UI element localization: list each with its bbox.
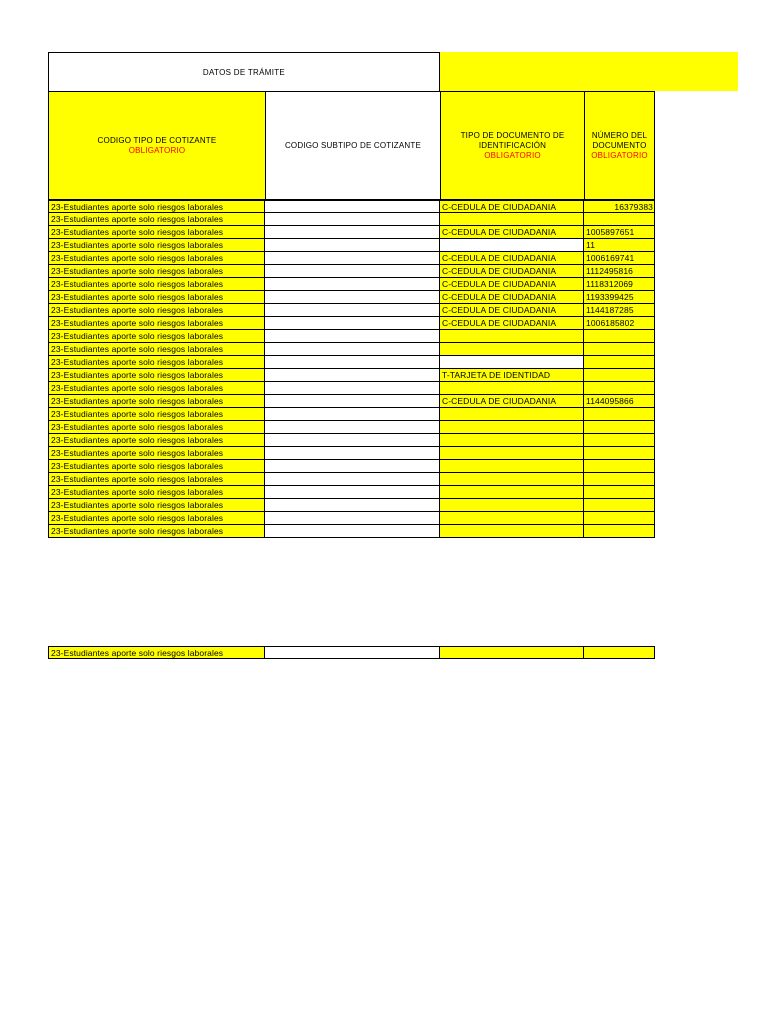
cell-tipo-cotizante[interactable]: 23-Estudiantes aporte solo riesgos laborales — [48, 226, 265, 239]
cell-tipo-documento[interactable] — [440, 239, 584, 252]
table-row — [48, 369, 655, 382]
table-row — [48, 200, 655, 213]
cell-tipo-documento[interactable] — [440, 343, 584, 356]
cell-tipo-cotizante[interactable]: 23-Estudiantes aporte solo riesgos laborales — [48, 200, 265, 213]
cell-numero-documento[interactable]: 1006185802 — [584, 317, 655, 330]
cell-tipo-documento[interactable] — [440, 486, 584, 499]
table-row — [48, 265, 655, 278]
cell-numero-documento[interactable]: 1144095866 — [584, 395, 655, 408]
cell-numero-documento[interactable]: 1118312069 — [584, 278, 655, 291]
cell-tipo-cotizante[interactable]: 23-Estudiantes aporte solo riesgos laborales — [48, 421, 265, 434]
cell-tipo-documento[interactable] — [440, 512, 584, 525]
cell-subtipo-cotizante[interactable] — [265, 512, 440, 525]
cell-tipo-cotizante[interactable]: 23-Estudiantes aporte solo riesgos laborales — [48, 291, 265, 304]
cell-subtipo-cotizante[interactable] — [265, 473, 440, 486]
table-row — [48, 213, 655, 226]
cell-tipo-cotizante[interactable]: 23-Estudiantes aporte solo riesgos laborales — [48, 265, 265, 278]
cell-subtipo-cotizante[interactable] — [265, 447, 440, 460]
cell-tipo-cotizante[interactable]: 23-Estudiantes aporte solo riesgos laborales — [48, 512, 265, 525]
cell-subtipo-cotizante[interactable] — [265, 395, 440, 408]
cell-tipo-cotizante[interactable]: 23-Estudiantes aporte solo riesgos laborales — [48, 239, 265, 252]
table-row — [48, 486, 655, 499]
header-numero-documento-label: NÚMERO DEL DOCUMENTO — [591, 130, 648, 150]
cell-numero-documento[interactable]: 1193399425 — [584, 291, 655, 304]
header-tipo-documento — [440, 91, 585, 200]
table-row — [48, 382, 655, 395]
cell-tipo-cotizante[interactable]: 23-Estudiantes aporte solo riesgos laborales — [48, 343, 265, 356]
cell-numero-documento[interactable] — [584, 330, 655, 343]
cell-numero-documento[interactable]: 11 — [584, 239, 655, 252]
cell-subtipo-cotizante[interactable] — [265, 646, 440, 659]
cell-subtipo-cotizante[interactable] — [265, 278, 440, 291]
cell-numero-documento[interactable] — [584, 447, 655, 460]
cell-numero-documento[interactable] — [584, 382, 655, 395]
table-row — [48, 330, 655, 343]
table-row — [48, 646, 655, 659]
cell-tipo-documento[interactable]: C-CEDULA DE CIUDADANIA — [440, 304, 584, 317]
cell-tipo-cotizante[interactable]: 23-Estudiantes aporte solo riesgos laborales — [48, 646, 265, 659]
cell-tipo-documento[interactable] — [440, 447, 584, 460]
cell-subtipo-cotizante[interactable] — [265, 317, 440, 330]
cell-numero-documento[interactable]: 1144187285 — [584, 304, 655, 317]
cell-tipo-documento[interactable] — [440, 646, 584, 659]
cell-tipo-cotizante[interactable]: 23-Estudiantes aporte solo riesgos laborales — [48, 330, 265, 343]
cell-tipo-documento[interactable] — [440, 408, 584, 421]
table-row — [48, 343, 655, 356]
cell-subtipo-cotizante[interactable] — [265, 304, 440, 317]
cell-tipo-cotizante[interactable]: 23-Estudiantes aporte solo riesgos laborales — [48, 317, 265, 330]
header-tipo-cotizante-required: OBLIGATORIO — [128, 145, 186, 155]
header-tipo-documento-required: OBLIGATORIO — [484, 150, 541, 160]
cell-subtipo-cotizante[interactable] — [265, 356, 440, 369]
cell-numero-documento[interactable] — [584, 343, 655, 356]
cell-subtipo-cotizante[interactable] — [265, 200, 440, 213]
cell-subtipo-cotizante[interactable] — [265, 460, 440, 473]
cell-subtipo-cotizante[interactable] — [265, 330, 440, 343]
header-tipo-cotizante-label: CODIGO TIPO DE COTIZANTE — [97, 135, 217, 145]
cell-subtipo-cotizante[interactable] — [265, 343, 440, 356]
table-row — [48, 356, 655, 369]
cell-tipo-cotizante[interactable]: 23-Estudiantes aporte solo riesgos laborales — [48, 499, 265, 512]
cell-numero-documento[interactable]: 1006169741 — [584, 252, 655, 265]
cell-tipo-documento[interactable]: C-CEDULA DE CIUDADANIA — [440, 252, 584, 265]
cell-numero-documento[interactable] — [584, 421, 655, 434]
cell-numero-documento[interactable]: 16379383 — [584, 200, 655, 213]
table-row — [48, 252, 655, 265]
cell-tipo-cotizante[interactable]: 23-Estudiantes aporte solo riesgos laborales — [48, 434, 265, 447]
cell-tipo-documento[interactable]: C-CEDULA DE CIUDADANIA — [440, 200, 584, 213]
cell-numero-documento[interactable] — [584, 369, 655, 382]
cell-subtipo-cotizante[interactable] — [265, 525, 440, 538]
table-row — [48, 460, 655, 473]
cell-numero-documento[interactable] — [584, 473, 655, 486]
cell-tipo-cotizante[interactable]: 23-Estudiantes aporte solo riesgos laborales — [48, 382, 265, 395]
header-subtipo-cotizante-label: CODIGO SUBTIPO DE COTIZANTE — [284, 140, 422, 150]
cell-numero-documento[interactable] — [584, 408, 655, 421]
cell-tipo-cotizante[interactable]: 23-Estudiantes aporte solo riesgos laborales — [48, 408, 265, 421]
cell-tipo-documento[interactable] — [440, 499, 584, 512]
table-row — [48, 408, 655, 421]
cell-tipo-documento[interactable] — [440, 330, 584, 343]
cell-numero-documento[interactable] — [584, 525, 655, 538]
cell-tipo-documento[interactable] — [440, 382, 584, 395]
cell-subtipo-cotizante[interactable] — [265, 369, 440, 382]
cell-tipo-documento[interactable]: C-CEDULA DE CIUDADANIA — [440, 265, 584, 278]
table-row — [48, 291, 655, 304]
table-row — [48, 525, 655, 538]
table-row — [48, 499, 655, 512]
cell-subtipo-cotizante[interactable] — [265, 252, 440, 265]
cell-tipo-documento[interactable]: C-CEDULA DE CIUDADANIA — [440, 291, 584, 304]
cell-tipo-documento[interactable] — [440, 473, 584, 486]
cell-subtipo-cotizante[interactable] — [265, 382, 440, 395]
header-subtipo-cotizante — [265, 91, 441, 200]
cell-tipo-cotizante[interactable]: 23-Estudiantes aporte solo riesgos laborales — [48, 447, 265, 460]
cell-subtipo-cotizante[interactable] — [265, 291, 440, 304]
title-fill — [440, 52, 738, 91]
cell-subtipo-cotizante[interactable] — [265, 434, 440, 447]
cell-tipo-cotizante[interactable]: 23-Estudiantes aporte solo riesgos laborales — [48, 486, 265, 499]
cell-tipo-cotizante[interactable]: 23-Estudiantes aporte solo riesgos laborales — [48, 395, 265, 408]
cell-numero-documento[interactable]: 1112495816 — [584, 265, 655, 278]
cell-tipo-cotizante[interactable]: 23-Estudiantes aporte solo riesgos laborales — [48, 304, 265, 317]
cell-tipo-cotizante[interactable]: 23-Estudiantes aporte solo riesgos laborales — [48, 278, 265, 291]
cell-subtipo-cotizante[interactable] — [265, 486, 440, 499]
cell-tipo-documento[interactable]: C-CEDULA DE CIUDADANIA — [440, 226, 584, 239]
cell-numero-documento[interactable] — [584, 646, 655, 659]
cell-numero-documento[interactable] — [584, 486, 655, 499]
cell-tipo-cotizante[interactable]: 23-Estudiantes aporte solo riesgos laborales — [48, 369, 265, 382]
cell-subtipo-cotizante[interactable] — [265, 421, 440, 434]
cell-tipo-documento[interactable]: C-CEDULA DE CIUDADANIA — [440, 317, 584, 330]
cell-tipo-cotizante[interactable]: 23-Estudiantes aporte solo riesgos laborales — [48, 252, 265, 265]
table-row — [48, 434, 655, 447]
cell-tipo-cotizante[interactable]: 23-Estudiantes aporte solo riesgos laborales — [48, 356, 265, 369]
cell-tipo-cotizante[interactable]: 23-Estudiantes aporte solo riesgos laborales — [48, 525, 265, 538]
table-row — [48, 421, 655, 434]
table-row — [48, 226, 655, 239]
table-row — [48, 447, 655, 460]
header-numero-documento-required: OBLIGATORIO — [591, 150, 648, 160]
cell-subtipo-cotizante[interactable] — [265, 408, 440, 421]
cell-tipo-cotizante[interactable]: 23-Estudiantes aporte solo riesgos laborales — [48, 473, 265, 486]
cell-tipo-cotizante[interactable]: 23-Estudiantes aporte solo riesgos laborales — [48, 460, 265, 473]
cell-numero-documento[interactable] — [584, 213, 655, 226]
cell-tipo-documento[interactable] — [440, 460, 584, 473]
cell-tipo-documento[interactable] — [440, 213, 584, 226]
table-row — [48, 317, 655, 330]
table-row — [48, 278, 655, 291]
header-tipo-documento-label: TIPO DE DOCUMENTO DE IDENTIFICACIÓN — [460, 130, 565, 150]
cell-tipo-documento[interactable]: C-CEDULA DE CIUDADANIA — [440, 278, 584, 291]
cell-tipo-documento[interactable] — [440, 434, 584, 447]
header-tipo-cotizante — [48, 91, 266, 200]
cell-tipo-documento[interactable] — [440, 525, 584, 538]
cell-tipo-documento[interactable] — [440, 356, 584, 369]
cell-subtipo-cotizante[interactable] — [265, 239, 440, 252]
cell-tipo-documento[interactable]: C-CEDULA DE CIUDADANIA — [440, 395, 584, 408]
cell-tipo-documento[interactable]: T-TARJETA DE IDENTIDAD — [440, 369, 584, 382]
table-row — [48, 512, 655, 525]
cell-numero-documento[interactable] — [584, 356, 655, 369]
cell-subtipo-cotizante[interactable] — [265, 226, 440, 239]
section-title — [48, 52, 440, 92]
cell-subtipo-cotizante[interactable] — [265, 213, 440, 226]
table-row — [48, 239, 655, 252]
cell-tipo-documento[interactable] — [440, 421, 584, 434]
header-numero-documento — [584, 91, 655, 200]
cell-subtipo-cotizante[interactable] — [265, 265, 440, 278]
cell-subtipo-cotizante[interactable] — [265, 499, 440, 512]
table-row — [48, 395, 655, 408]
section-title-text: DATOS DE TRÁMITE — [202, 67, 286, 77]
cell-numero-documento[interactable] — [584, 434, 655, 447]
cell-numero-documento[interactable]: 1005897651 — [584, 226, 655, 239]
table-row — [48, 473, 655, 486]
cell-tipo-cotizante[interactable]: 23-Estudiantes aporte solo riesgos laborales — [48, 213, 265, 226]
cell-numero-documento[interactable] — [584, 460, 655, 473]
cell-numero-documento[interactable] — [584, 512, 655, 525]
table-row — [48, 304, 655, 317]
cell-numero-documento[interactable] — [584, 499, 655, 512]
